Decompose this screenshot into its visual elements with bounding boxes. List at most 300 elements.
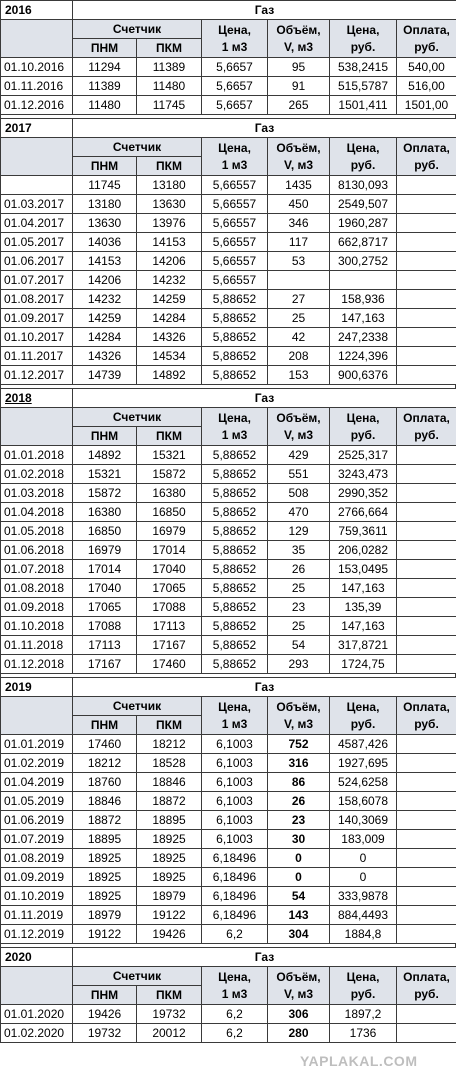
pkm-cell: 14284: [137, 309, 202, 328]
pkm-cell: 18212: [137, 735, 202, 754]
payment-cell: [397, 214, 456, 233]
price-header-line1: Цена,: [218, 410, 251, 425]
pnm-cell: 13630: [73, 214, 137, 233]
volume-cell: 95: [268, 58, 330, 77]
table-row: [1, 887, 456, 906]
sum-cell: 884,4493: [330, 906, 397, 925]
payment-header-line1: Оплата,: [403, 22, 450, 37]
date-cell: 01.10.2019: [1, 887, 73, 906]
volume-header: [268, 408, 330, 446]
volume-cell: 752: [268, 735, 330, 754]
date-cell: 01.09.2018: [1, 598, 73, 617]
date-cell: 01.12.2017: [1, 366, 73, 385]
pkm-header: ПКМ: [137, 157, 202, 176]
pnm-cell: 16850: [73, 522, 137, 541]
price-header: [202, 20, 268, 58]
payment-cell: [397, 735, 456, 754]
sum-cell: 1884,8: [330, 925, 397, 944]
price-cell: 5,88652: [202, 446, 268, 465]
column-header-row: [1, 967, 456, 986]
price-cell: 5,88652: [202, 655, 268, 674]
date-cell: 01.11.2017: [1, 347, 73, 366]
table-row: [1, 214, 456, 233]
pkm-header: ПКМ: [137, 986, 202, 1005]
date-cell: 01.07.2018: [1, 560, 73, 579]
price-header-line2: 1 м3: [221, 39, 248, 54]
volume-header-line2: V, м3: [283, 157, 314, 172]
payment-cell: [397, 252, 456, 271]
pnm-header: ПНМ: [73, 157, 137, 176]
pkm-cell: 18528: [137, 754, 202, 773]
payment-cell: [397, 176, 456, 195]
pnm-cell: 17167: [73, 655, 137, 674]
table-row: [1, 176, 456, 195]
payment-cell: [397, 465, 456, 484]
sum-header-line2: руб.: [350, 716, 376, 731]
pnm-header: ПНМ: [73, 39, 137, 58]
price-header-line1: Цена,: [218, 22, 251, 37]
payment-cell: [397, 484, 456, 503]
sum-header: [330, 20, 397, 58]
price-header-line1: Цена,: [218, 140, 251, 155]
payment-cell: [397, 906, 456, 925]
sum-cell: 1724,75: [330, 655, 397, 674]
pkm-cell: 18895: [137, 811, 202, 830]
year-header-row: [1, 1, 456, 20]
payment-cell: [397, 830, 456, 849]
pnm-cell: 17040: [73, 579, 137, 598]
price-cell: 5,88652: [202, 503, 268, 522]
price-header-line2: 1 м3: [221, 986, 248, 1001]
pkm-cell: 13180: [137, 176, 202, 195]
pkm-cell: 17088: [137, 598, 202, 617]
volume-cell: 429: [268, 446, 330, 465]
payment-header: [397, 138, 456, 176]
volume-header: [268, 967, 330, 1005]
price-cell: 5,88652: [202, 598, 268, 617]
header-blank: [1, 138, 73, 176]
volume-cell: 304: [268, 925, 330, 944]
table-row: [1, 309, 456, 328]
payment-cell: [397, 1005, 456, 1024]
table-row: [1, 792, 456, 811]
volume-cell: 143: [268, 906, 330, 925]
price-cell: 5,88652: [202, 560, 268, 579]
year-text: 2017: [5, 121, 32, 135]
volume-cell: 129: [268, 522, 330, 541]
payment-header-line2: руб.: [414, 716, 439, 731]
sum-header-line2: руб.: [350, 427, 376, 442]
date-cell: 01.06.2019: [1, 811, 73, 830]
payment-cell: [397, 773, 456, 792]
price-cell: 5,88652: [202, 522, 268, 541]
table-row: [1, 347, 456, 366]
pnm-cell: 17065: [73, 598, 137, 617]
pnm-cell: 14153: [73, 252, 137, 271]
price-cell: 6,1003: [202, 830, 268, 849]
gas-title: Газ: [73, 678, 456, 697]
table-row: [1, 773, 456, 792]
pkm-cell: 17065: [137, 579, 202, 598]
price-header: [202, 697, 268, 735]
sum-cell: 900,6376: [330, 366, 397, 385]
date-cell: 01.01.2018: [1, 446, 73, 465]
payment-header-line2: руб.: [414, 427, 439, 442]
payment-cell: [397, 522, 456, 541]
sum-cell: 2549,507: [330, 195, 397, 214]
pkm-cell: 18925: [137, 868, 202, 887]
date-cell: 01.10.2017: [1, 328, 73, 347]
year-table-2017: [0, 118, 456, 385]
price-cell: 6,18496: [202, 849, 268, 868]
table-row: [1, 579, 456, 598]
pkm-cell: 17014: [137, 541, 202, 560]
pnm-cell: 17088: [73, 617, 137, 636]
sum-header-line2: руб.: [350, 39, 376, 54]
price-cell: 5,66557: [202, 252, 268, 271]
price-cell: 5,88652: [202, 309, 268, 328]
sum-cell: 140,3069: [330, 811, 397, 830]
volume-cell: 91: [268, 77, 330, 96]
pkm-cell: 11745: [137, 96, 202, 115]
payment-cell: [397, 925, 456, 944]
table-row: [1, 522, 456, 541]
payment-cell: [397, 655, 456, 674]
header-blank: [1, 697, 73, 735]
volume-cell: 25: [268, 309, 330, 328]
sum-cell: 2766,664: [330, 503, 397, 522]
pkm-header: ПКМ: [137, 427, 202, 446]
price-header: [202, 967, 268, 1005]
volume-cell: 280: [268, 1024, 330, 1043]
sum-header-line1: Цена,: [346, 699, 380, 714]
year-text: 2016: [5, 3, 32, 17]
pkm-cell: 19732: [137, 1005, 202, 1024]
meter-header: Счетчик: [73, 697, 202, 716]
payment-cell: 1501,00: [397, 96, 456, 115]
date-cell: 01.01.2020: [1, 1005, 73, 1024]
pnm-cell: 18925: [73, 868, 137, 887]
volume-header-line1: Объём,: [276, 22, 321, 37]
year-table-2019: [0, 677, 456, 944]
pnm-cell: 14326: [73, 347, 137, 366]
price-header: [202, 138, 268, 176]
pnm-header: ПНМ: [73, 986, 137, 1005]
meter-header: Счетчик: [73, 20, 202, 39]
gas-title: Газ: [73, 389, 456, 408]
volume-cell: 450: [268, 195, 330, 214]
payment-header-line1: Оплата,: [403, 140, 450, 155]
pkm-cell: 13630: [137, 195, 202, 214]
table-row: [1, 655, 456, 674]
volume-cell: 117: [268, 233, 330, 252]
date-cell: 01.12.2018: [1, 655, 73, 674]
price-cell: 5,6657: [202, 96, 268, 115]
price-header: [202, 408, 268, 446]
sum-cell: 2525,317: [330, 446, 397, 465]
pkm-cell: 16850: [137, 503, 202, 522]
volume-cell: 0: [268, 868, 330, 887]
year-table-2020: [0, 947, 456, 1043]
header-blank: [1, 408, 73, 446]
year-label: [1, 948, 73, 967]
payment-header-line1: Оплата,: [403, 699, 450, 714]
volume-cell: 26: [268, 792, 330, 811]
sum-cell: 1224,396: [330, 347, 397, 366]
volume-cell: [268, 271, 330, 290]
pnm-cell: 18846: [73, 792, 137, 811]
price-cell: 5,88652: [202, 579, 268, 598]
sum-cell: 1501,411: [330, 96, 397, 115]
sum-header-line1: Цена,: [346, 969, 380, 984]
pnm-cell: 11745: [73, 176, 137, 195]
volume-cell: 346: [268, 214, 330, 233]
sum-cell: 515,5787: [330, 77, 397, 96]
pkm-cell: 14206: [137, 252, 202, 271]
table-row: [1, 636, 456, 655]
sum-cell: 538,2415: [330, 58, 397, 77]
volume-cell: 306: [268, 1005, 330, 1024]
pkm-cell: 13976: [137, 214, 202, 233]
price-cell: 6,1003: [202, 773, 268, 792]
price-cell: 6,2: [202, 1005, 268, 1024]
volume-header-line2: V, м3: [283, 716, 314, 731]
payment-cell: [397, 811, 456, 830]
price-header-line2: 1 м3: [221, 157, 248, 172]
date-cell: 01.08.2018: [1, 579, 73, 598]
table-row: [1, 366, 456, 385]
price-cell: 5,66557: [202, 271, 268, 290]
pnm-cell: 14739: [73, 366, 137, 385]
date-cell: 01.02.2020: [1, 1024, 73, 1043]
sum-header: [330, 967, 397, 1005]
price-header-line2: 1 м3: [221, 716, 248, 731]
year-text: 2020: [5, 950, 32, 964]
pnm-cell: 19122: [73, 925, 137, 944]
table-row: [1, 735, 456, 754]
date-cell: 01.04.2017: [1, 214, 73, 233]
pnm-cell: 17460: [73, 735, 137, 754]
payment-cell: 516,00: [397, 77, 456, 96]
gas-title: Газ: [73, 948, 456, 967]
meter-header: Счетчик: [73, 967, 202, 986]
volume-cell: 27: [268, 290, 330, 309]
volume-header: [268, 138, 330, 176]
price-cell: 5,66557: [202, 233, 268, 252]
volume-cell: 26: [268, 560, 330, 579]
sum-cell: 147,163: [330, 617, 397, 636]
volume-cell: 551: [268, 465, 330, 484]
price-cell: 6,18496: [202, 868, 268, 887]
volume-header-line1: Объём,: [276, 410, 321, 425]
price-cell: 5,6657: [202, 77, 268, 96]
price-cell: 6,1003: [202, 811, 268, 830]
pnm-cell: 11480: [73, 96, 137, 115]
date-cell: 01.02.2018: [1, 465, 73, 484]
price-cell: 6,2: [202, 925, 268, 944]
volume-cell: 35: [268, 541, 330, 560]
table-row: [1, 271, 456, 290]
pnm-cell: 16979: [73, 541, 137, 560]
sum-header: [330, 138, 397, 176]
date-cell: 01.10.2018: [1, 617, 73, 636]
table-row: [1, 868, 456, 887]
pkm-cell: 15872: [137, 465, 202, 484]
pkm-cell: 18872: [137, 792, 202, 811]
volume-cell: 23: [268, 811, 330, 830]
sum-cell: 1960,287: [330, 214, 397, 233]
price-cell: 5,88652: [202, 347, 268, 366]
table-row: [1, 503, 456, 522]
table-row: [1, 830, 456, 849]
price-cell: 5,88652: [202, 484, 268, 503]
price-cell: 5,66557: [202, 214, 268, 233]
pnm-cell: 17014: [73, 560, 137, 579]
sum-cell: 2990,352: [330, 484, 397, 503]
pnm-cell: 19426: [73, 1005, 137, 1024]
sum-cell: 0: [330, 849, 397, 868]
sum-cell: 300,2752: [330, 252, 397, 271]
year-header-row: [1, 678, 456, 697]
volume-cell: 86: [268, 773, 330, 792]
date-cell: 01.05.2019: [1, 792, 73, 811]
price-cell: 5,88652: [202, 290, 268, 309]
volume-header: [268, 697, 330, 735]
pkm-header: ПКМ: [137, 716, 202, 735]
sum-cell: 147,163: [330, 309, 397, 328]
volume-cell: 293: [268, 655, 330, 674]
sum-cell: 247,2338: [330, 328, 397, 347]
volume-cell: 265: [268, 96, 330, 115]
payment-cell: [397, 309, 456, 328]
pkm-cell: 20012: [137, 1024, 202, 1043]
table-row: [1, 446, 456, 465]
sum-cell: 135,39: [330, 598, 397, 617]
sum-header-line1: Цена,: [346, 140, 380, 155]
volume-cell: 153: [268, 366, 330, 385]
payment-cell: [397, 541, 456, 560]
sum-cell: 1897,2: [330, 1005, 397, 1024]
date-cell: 01.11.2018: [1, 636, 73, 655]
volume-header-line1: Объём,: [276, 969, 321, 984]
pnm-cell: 18925: [73, 887, 137, 906]
sum-cell: 3243,473: [330, 465, 397, 484]
date-cell: 01.04.2019: [1, 773, 73, 792]
table-row: [1, 811, 456, 830]
price-cell: 6,18496: [202, 887, 268, 906]
payment-header: [397, 20, 456, 58]
date-cell: 01.06.2017: [1, 252, 73, 271]
year-label: [1, 1, 73, 20]
date-cell: 01.05.2017: [1, 233, 73, 252]
table-row: [1, 328, 456, 347]
sum-cell: 333,9878: [330, 887, 397, 906]
volume-cell: 1435: [268, 176, 330, 195]
table-row: [1, 484, 456, 503]
pnm-cell: 18212: [73, 754, 137, 773]
volume-cell: 208: [268, 347, 330, 366]
date-cell: 01.09.2019: [1, 868, 73, 887]
year-text: 2018: [5, 391, 32, 405]
watermark: YAPLAKAL.COM: [300, 1053, 418, 1069]
date-cell: 01.12.2016: [1, 96, 73, 115]
payment-cell: [397, 233, 456, 252]
payment-cell: [397, 560, 456, 579]
date-cell: 01.02.2019: [1, 754, 73, 773]
pnm-cell: 18979: [73, 906, 137, 925]
pkm-cell: 19426: [137, 925, 202, 944]
pkm-cell: 16380: [137, 484, 202, 503]
volume-cell: 316: [268, 754, 330, 773]
sum-cell: 8130,093: [330, 176, 397, 195]
volume-header: [268, 20, 330, 58]
volume-header-line1: Объём,: [276, 699, 321, 714]
date-cell: 01.11.2016: [1, 77, 73, 96]
price-cell: 5,88652: [202, 366, 268, 385]
sum-header: [330, 408, 397, 446]
pkm-cell: 14259: [137, 290, 202, 309]
gas-title: Газ: [73, 119, 456, 138]
pnm-cell: 13180: [73, 195, 137, 214]
price-header-line1: Цена,: [218, 969, 251, 984]
column-header-row: [1, 408, 456, 427]
sum-cell: 1927,695: [330, 754, 397, 773]
payment-cell: [397, 868, 456, 887]
sum-cell: 153,0495: [330, 560, 397, 579]
table-row: [1, 754, 456, 773]
pnm-cell: 11294: [73, 58, 137, 77]
date-cell: 01.10.2016: [1, 58, 73, 77]
pnm-cell: 18872: [73, 811, 137, 830]
volume-header-line2: V, м3: [283, 39, 314, 54]
payment-cell: [397, 849, 456, 868]
sum-cell: 158,936: [330, 290, 397, 309]
year-table-2016: [0, 0, 456, 115]
volume-header-line2: V, м3: [283, 986, 314, 1001]
pkm-cell: 18979: [137, 887, 202, 906]
date-cell: 01.03.2017: [1, 195, 73, 214]
payment-cell: [397, 271, 456, 290]
price-cell: 5,6657: [202, 58, 268, 77]
volume-cell: 54: [268, 636, 330, 655]
sum-cell: 4587,426: [330, 735, 397, 754]
price-cell: 6,1003: [202, 792, 268, 811]
payment-header-line2: руб.: [414, 986, 439, 1001]
header-blank: [1, 20, 73, 58]
table-row: [1, 541, 456, 560]
pkm-cell: 14892: [137, 366, 202, 385]
sum-cell: 317,8721: [330, 636, 397, 655]
payment-cell: [397, 328, 456, 347]
year-header-row: [1, 119, 456, 138]
payment-header: [397, 408, 456, 446]
volume-header-line1: Объём,: [276, 140, 321, 155]
pkm-cell: 17113: [137, 617, 202, 636]
pkm-cell: 14326: [137, 328, 202, 347]
payment-header-line2: руб.: [414, 39, 439, 54]
date-cell: 01.03.2018: [1, 484, 73, 503]
sum-header-line2: руб.: [350, 986, 376, 1001]
pnm-cell: 17113: [73, 636, 137, 655]
pnm-cell: 14892: [73, 446, 137, 465]
pkm-cell: 18925: [137, 830, 202, 849]
table-row: [1, 849, 456, 868]
price-cell: 5,88652: [202, 465, 268, 484]
sum-cell: 759,3611: [330, 522, 397, 541]
pnm-cell: 14284: [73, 328, 137, 347]
table-row: [1, 290, 456, 309]
pkm-cell: 19122: [137, 906, 202, 925]
